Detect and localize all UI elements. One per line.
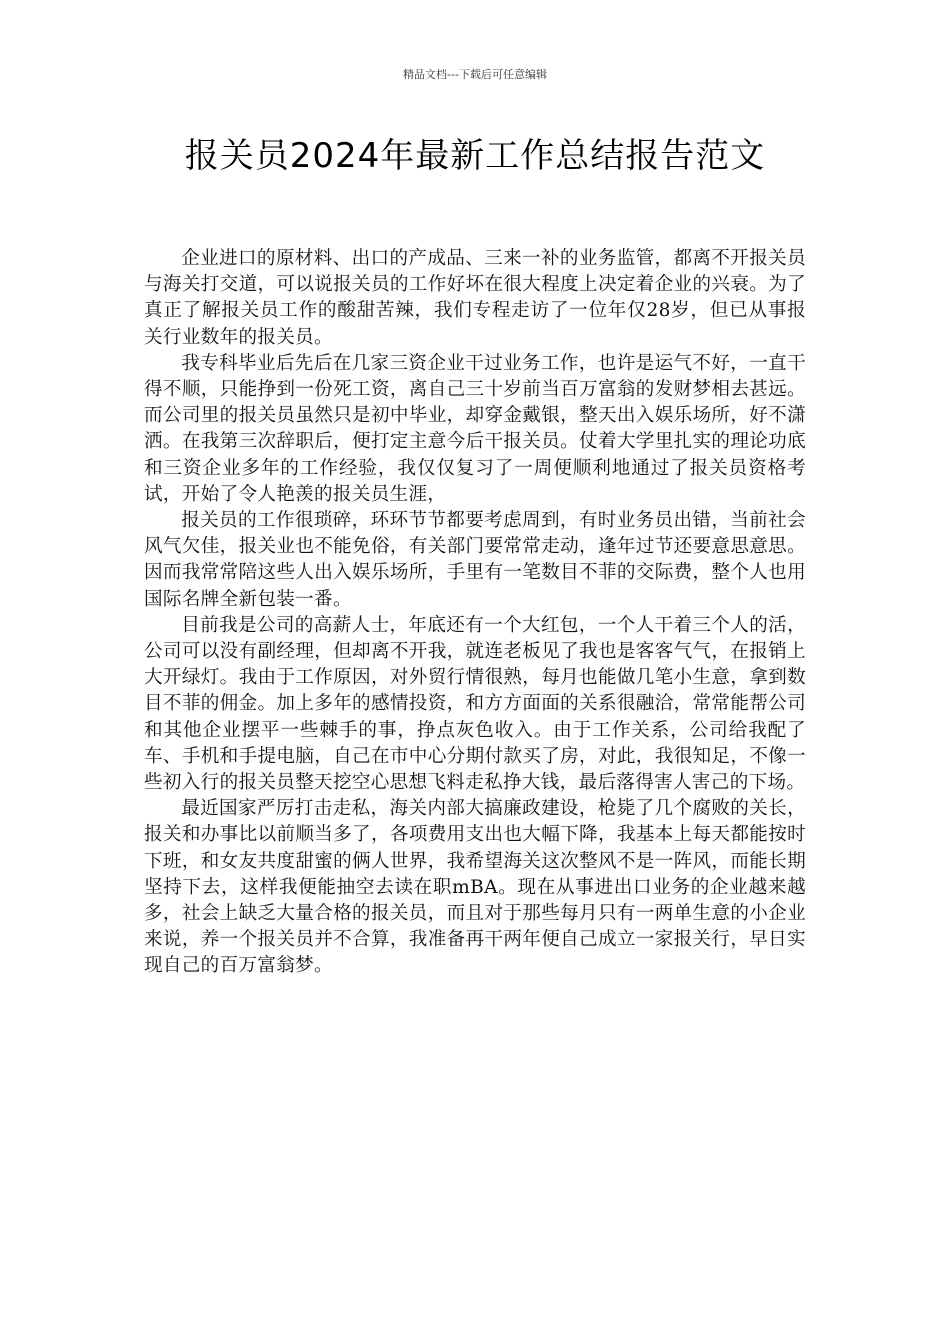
header-note: 精品文档---下载后可任意编辑 (403, 68, 547, 81)
body-paragraph-1: 企业进口的原材料、出口的产成品、三来一补的业务监管，都离不开报关员与海关打交道，可以说报关员的工作好坏在很大程度上决定着企业的兴衰。为了真正了解报关员工作的酸甜苦辣，我们专程走访了一位年仅28岁，但已从事报关行业数年的报关员。 (144, 248, 806, 348)
document-body (144, 246, 806, 980)
body-paragraph-4: 目前我是公司的高薪人士，年底还有一个大红包，一个人干着三个人的活，公司可以没有副经理，但却离不开我，就连老板见了我也是客客气气，在报销上大开绿灯。我由于工作原因，对外贸行情很熟，每月也能做几笔小生意，拿到数目不菲的佣金。加上多年的感情投资，和方方面面的关系很融洽，常常能帮公司和其他企业摆平一些棘手的事，挣点灰色收入。由于工作关系，公司给我配了车、手机和手提电脑，自己在市中心分期付款买了房，对此，我很知足，不像一些初入行的报关员整天挖空心思想飞料走私挣大钱，最后落得害人害己的下场。 (144, 614, 806, 794)
document-title: 报关员2024年最新工作总结报告范文 (184, 136, 766, 176)
body-paragraph-2: 我专科毕业后先后在几家三资企业干过业务工作，也许是运气不好，一直干得不顺，只能挣到一份死工资，离自己三十岁前当百万富翁的发财梦相去甚远。而公司里的报关员虽然只是初中毕业，却穿金戴银，整天出入娱乐场所，好不潇洒。在我第三次辞职后，便打定主意今后干报关员。仗着大学里扎实的理论功底和三资企业多年的工作经验，我仅仅复习了一周便顺利地通过了报关员资格考试，开始了令人艳羡的报关员生涯， (144, 352, 806, 505)
body-paragraph-3: 报关员的工作很琐碎，环环节节都要考虑周到，有时业务员出错，当前社会风气欠佳，报关业也不能免俗，有关部门要常常走动，逢年过节还要意思意思。因而我常常陪这些人出入娱乐场所，手里有一笔数目不菲的交际费，整个人也用国际名牌全新包装一番。 (144, 510, 806, 610)
body-paragraph-5: 最近国家严厉打击走私，海关内部大搞廉政建设，枪毙了几个腐败的关长，报关和办事比以前顺当多了，各项费用支出也大幅下降，我基本上每天都能按时下班，和女友共度甜蜜的俩人世界，我希望海关这次整风不是一阵风，而能长期坚持下去，这样我便能抽空去读在职mBA。现在从事进出口业务的企业越来越多，社会上缺乏大量合格的报关员，而且对于那些每月只有一两单生意的小企业来说，养一个报关员并不合算，我准备再干两年便自己成立一家报关行，早日实现自己的百万富翁梦。 (144, 798, 806, 977)
